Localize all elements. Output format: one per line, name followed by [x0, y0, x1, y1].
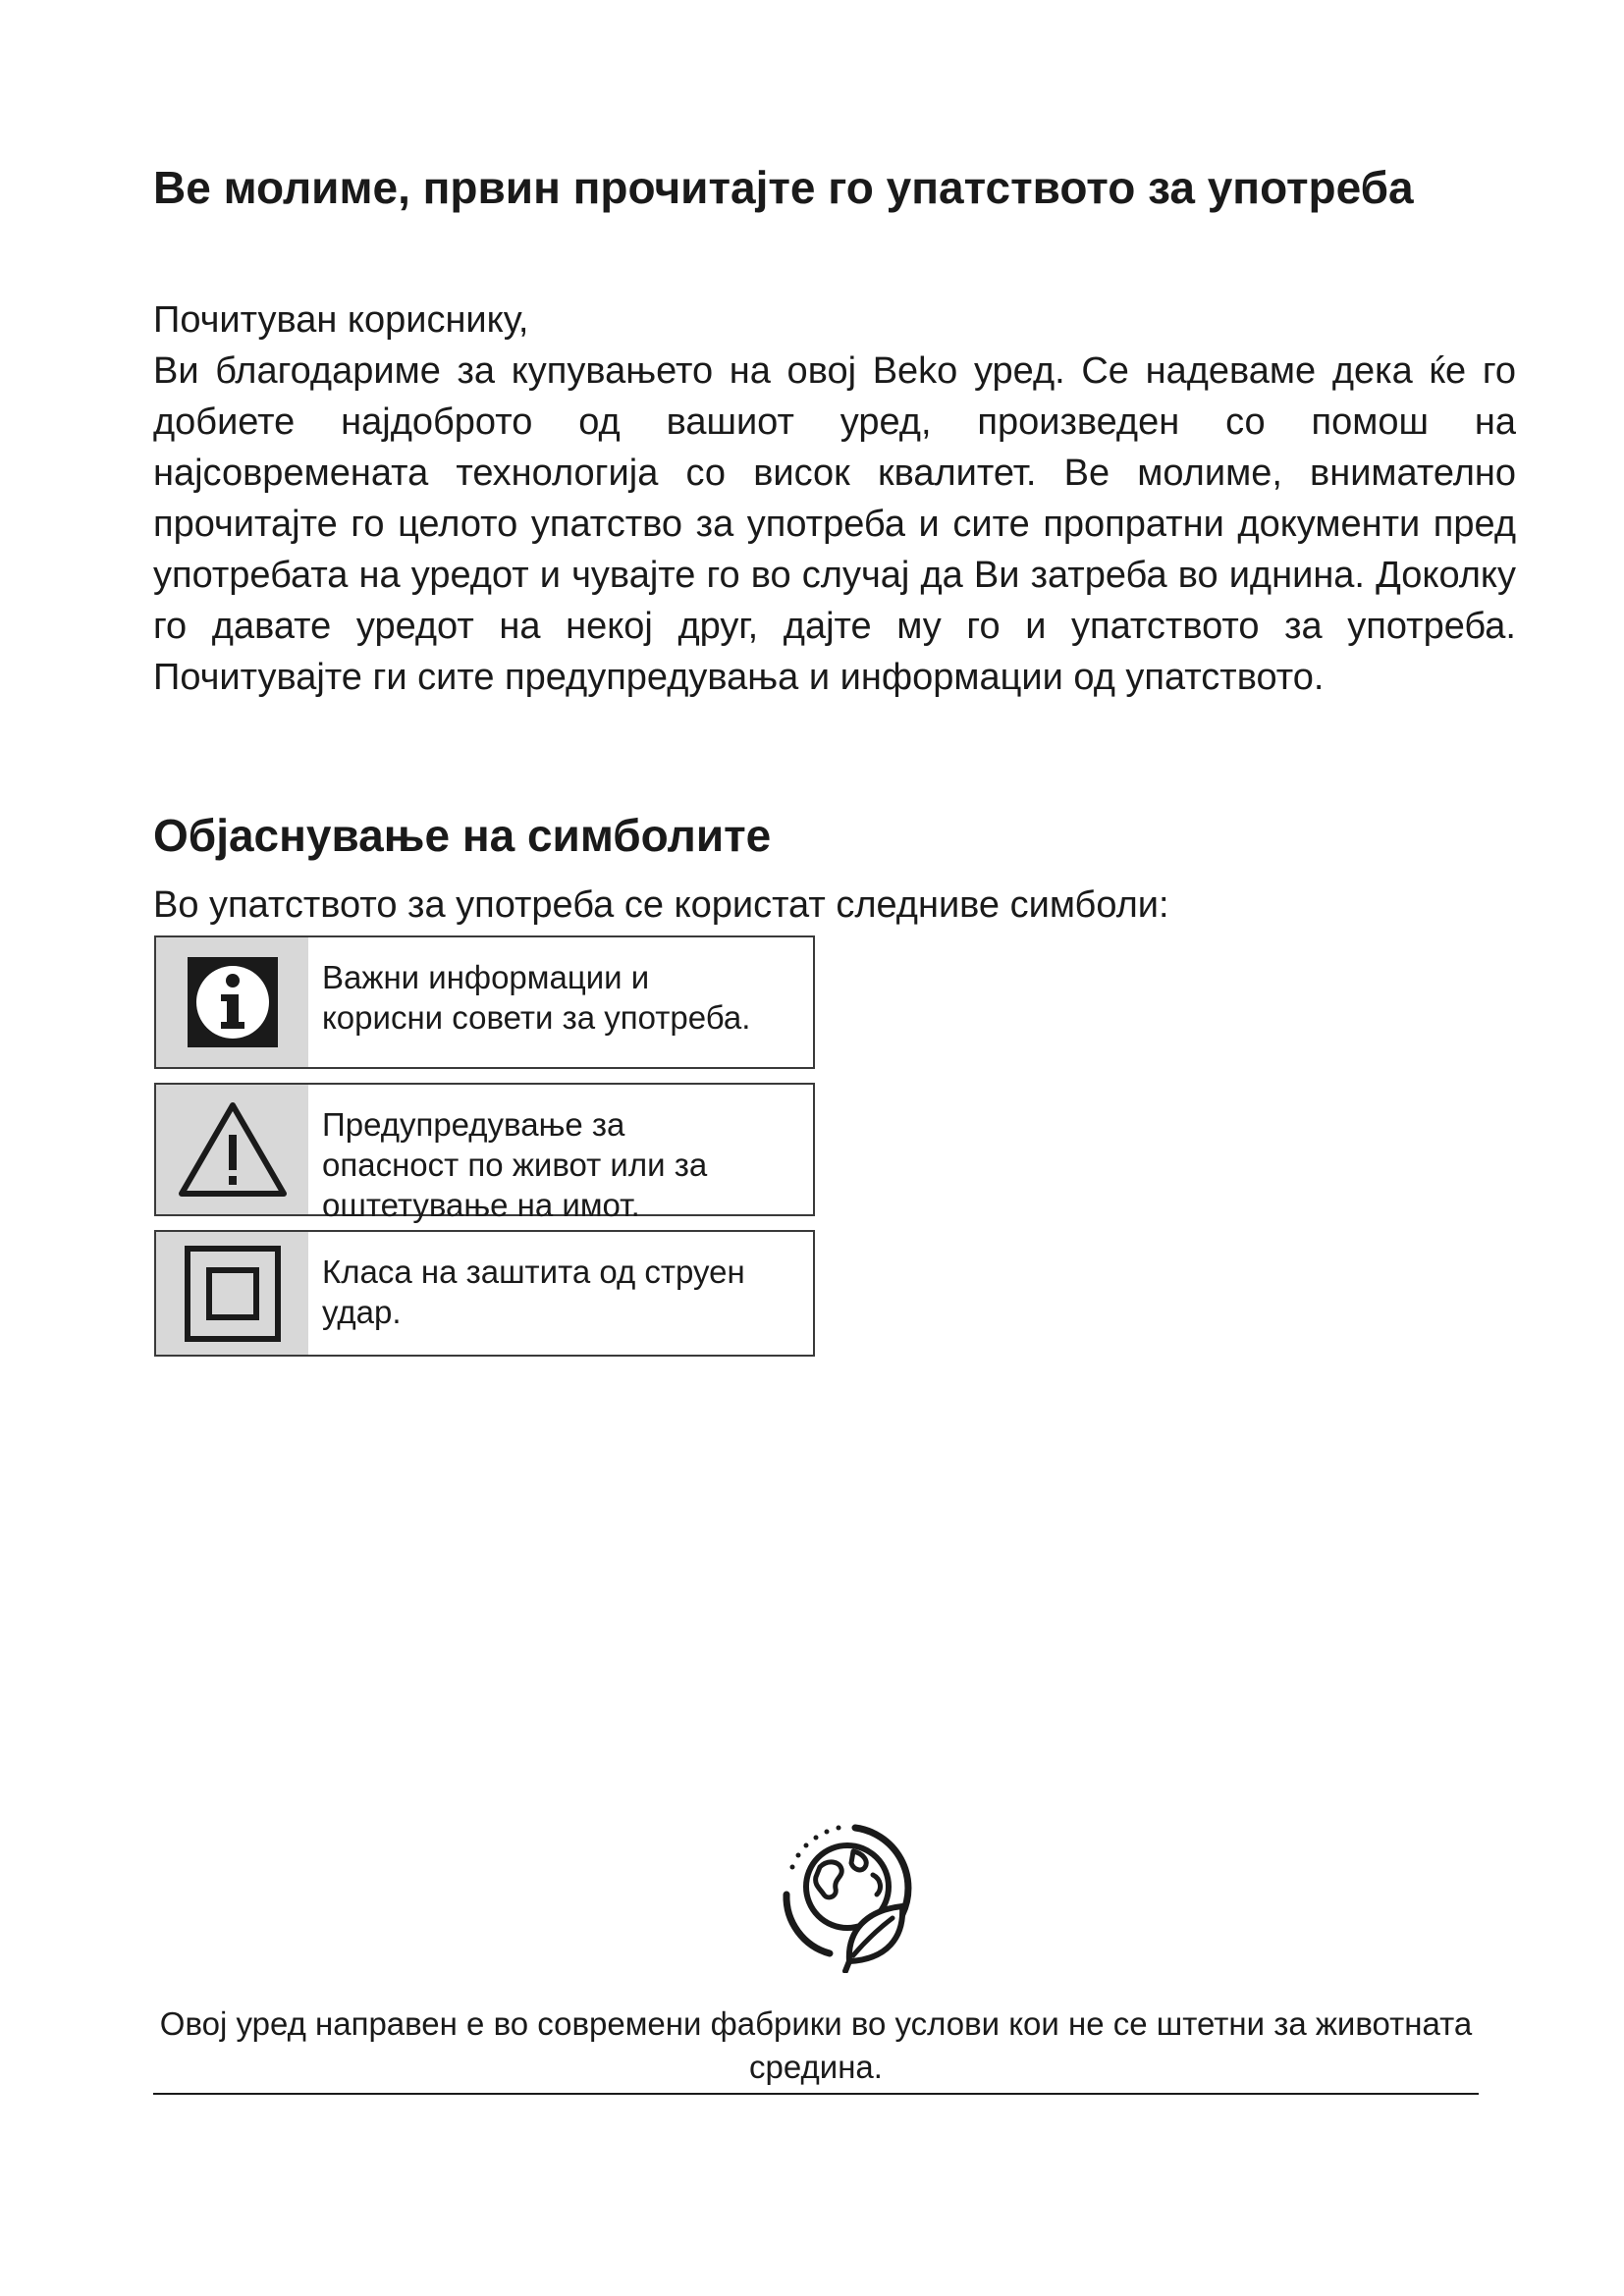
symbol-text: Класа на заштита од струен удар. [322, 1254, 745, 1330]
symbol-text: Важни информации и корисни совети за употреба. [322, 959, 751, 1036]
intro-paragraph: Ви благодариме за купувањето на овој Beko уред. Се надеваме дека ќе го добиете најдоброто од вашиот уред, произведен со помош на најсовремената технологија со висок квалитет. Ве молиме, внимателно прочитајте го целото упатство за употреба и сите пропратни документи пред употребата на уредот и чувајте го во случај да Ви затреба во иднина. Доколку го давате уредот на некој друг, дајте му го и упатството за употреба. Почитувајте ги сите предупредувања и информации од упатството. [153, 350, 1516, 698]
symbols-intro: Во упатството за употреба се користат следниве симболи: [153, 884, 1169, 926]
page-title: Ве молиме, првин прочитајте го упатството за употреба [153, 162, 1414, 213]
eco-globe-leaf-icon [771, 1816, 918, 1973]
symbol-icon-cell [156, 1232, 308, 1355]
greeting: Почитуван кориснику, [153, 299, 529, 341]
symbol-row-info [154, 935, 815, 1069]
symbol-text: Предупредување за опасност по живот или за оштетување на имот. [322, 1106, 708, 1223]
symbol-row-warning [154, 1083, 815, 1223]
symbols-heading: Објаснување на симболите [153, 810, 772, 861]
protection-class-icon [184, 1245, 282, 1343]
info-icon [186, 955, 280, 1049]
footer-eco-note: Овој уред направен е во современи фабрики во услови кои не се штетни за животната средина. [159, 2005, 1473, 2085]
symbol-row-protection-class [154, 1230, 815, 1357]
warning-icon [176, 1099, 290, 1200]
footer-divider [153, 2093, 1479, 2095]
symbol-icon-cell [156, 1085, 308, 1214]
symbol-icon-cell [156, 937, 308, 1067]
